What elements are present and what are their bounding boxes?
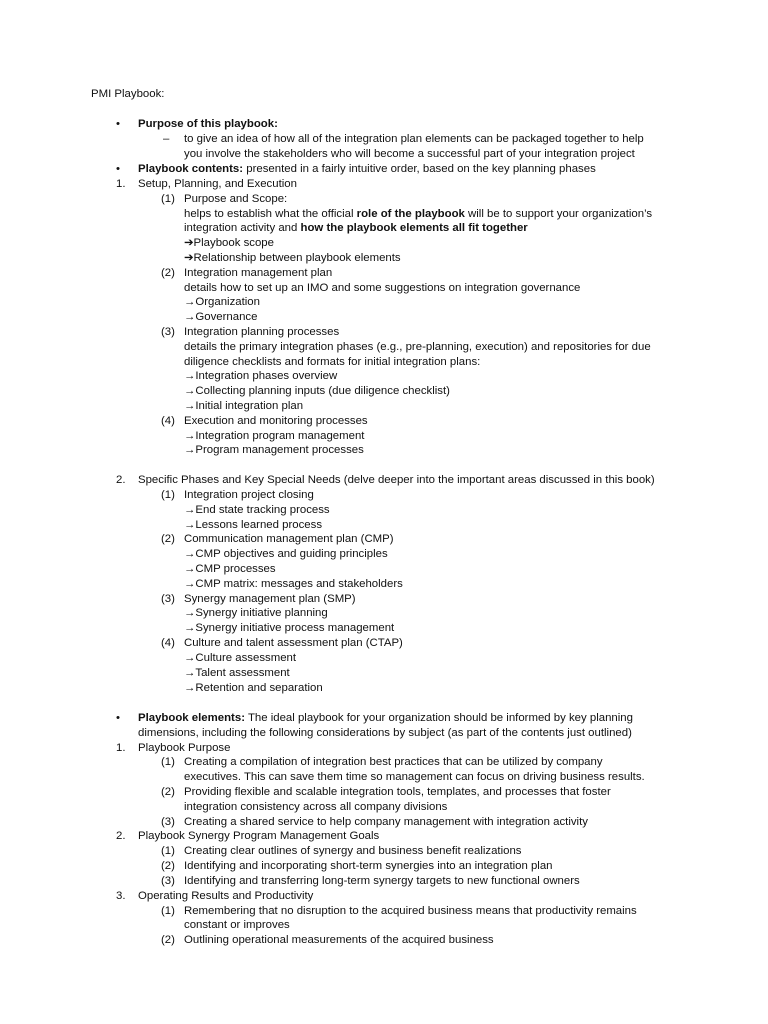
item-description <box>184 207 652 221</box>
item-title: Integration planning processes <box>184 326 340 338</box>
desc-text: integration activity and <box>184 222 301 234</box>
item-number: (3) <box>161 816 175 828</box>
item-title: Communication management plan (CMP) <box>184 533 394 545</box>
list-item-text: Identifying and incorporating short-term synergies into an integration plan <box>184 860 553 872</box>
item-title: Integration project closing <box>184 489 314 501</box>
list-item-text: Providing flexible and scalable integration tools, templates, and processes that foster <box>184 786 611 798</box>
list-number: 3. <box>116 890 126 902</box>
item-number: (3) <box>161 326 175 338</box>
item-number: (2) <box>161 267 175 279</box>
elements-text: The ideal playbook for your organization should be informed by key planning <box>244 712 633 724</box>
desc-bold: how the playbook elements all fit together <box>300 222 528 234</box>
bullet-marker: • <box>116 712 120 724</box>
arrow-item: →Retention and separation <box>184 682 323 694</box>
elements-label: Playbook elements: <box>138 712 245 724</box>
arrow-item: →Organization <box>184 296 260 308</box>
list-number: 2. <box>116 830 126 842</box>
contents-label: Playbook contents: <box>138 163 244 175</box>
arrow-item: ➔Relationship between playbook elements <box>184 252 401 264</box>
purpose-text-line: to give an idea of how all of the integration plan elements can be packaged together to help <box>184 133 644 145</box>
list-number: 1. <box>116 742 126 754</box>
list-item-text: integration consistency across all company divisions <box>184 801 448 813</box>
item-title: Integration management plan <box>184 267 333 279</box>
list-item-text: Outlining operational measurements of the acquired business <box>184 934 494 946</box>
list-item-text: Identifying and transferring long-term synergy targets to new functional owners <box>184 875 580 887</box>
bullet-marker: • <box>116 163 120 175</box>
item-number: (2) <box>161 934 175 946</box>
arrow-item: →CMP objectives and guiding principles <box>184 548 388 560</box>
item-number: (1) <box>161 193 175 205</box>
item-number: (2) <box>161 533 175 545</box>
list-item-text: constant or improves <box>184 919 290 931</box>
section-title: Setup, Planning, and Execution <box>138 178 297 190</box>
section-title: Specific Phases and Key Special Needs (delve deeper into the important areas discussed in this book) <box>138 474 655 486</box>
arrow-item: →End state tracking process <box>184 504 330 516</box>
list-title: Playbook Synergy Program Management Goals <box>138 830 380 842</box>
item-number: (2) <box>161 860 175 872</box>
item-number: (1) <box>161 905 175 917</box>
contents-line <box>138 162 596 176</box>
list-title: Operating Results and Productivity <box>138 890 314 902</box>
list-item-text: Creating clear outlines of synergy and business benefit realizations <box>184 845 522 857</box>
arrow-item: →Synergy initiative planning <box>184 607 328 619</box>
arrow-item: ➔Playbook scope <box>184 237 274 249</box>
item-number: (2) <box>161 786 175 798</box>
desc-text: will be to support your organization’s <box>464 208 653 220</box>
arrow-item: →Integration program management <box>184 430 365 442</box>
item-number: (4) <box>161 415 175 427</box>
item-number: (4) <box>161 637 175 649</box>
purpose-text-line: you involve the stakeholders who will become a successful part of your integration project <box>184 148 635 160</box>
item-description <box>184 221 528 235</box>
arrow-item: →Lessons learned process <box>184 519 323 531</box>
desc-text: helps to establish what the official <box>184 208 357 220</box>
item-description: diligence checklists and formats for initial integration plans: <box>184 356 481 368</box>
item-number: (1) <box>161 756 175 768</box>
section-number: 2. <box>116 474 126 486</box>
arrow-item: →Integration phases overview <box>184 370 338 382</box>
arrow-item: →Talent assessment <box>184 667 290 679</box>
list-item-text: Creating a shared service to help company management with integration activity <box>184 816 588 828</box>
arrow-item: →Synergy initiative process management <box>184 622 395 634</box>
arrow-item: →CMP matrix: messages and stakeholders <box>184 578 403 590</box>
elements-line <box>138 711 633 725</box>
item-description: details how to set up an IMO and some suggestions on integration governance <box>184 282 581 294</box>
list-title: Playbook Purpose <box>138 742 231 754</box>
item-number: (1) <box>161 489 175 501</box>
contents-text: presented in a fairly intuitive order, based on the key planning phases <box>243 163 596 175</box>
item-number: (3) <box>161 875 175 887</box>
dash-marker: – <box>163 133 170 145</box>
item-title: Synergy management plan (SMP) <box>184 593 356 605</box>
purpose-label: Purpose of this playbook: <box>138 118 278 130</box>
desc-bold: role of the playbook <box>356 208 465 220</box>
arrow-item: →Culture assessment <box>184 652 297 664</box>
arrow-item: →CMP processes <box>184 563 276 575</box>
section-number: 1. <box>116 178 126 190</box>
item-title: Purpose and Scope: <box>184 193 288 205</box>
list-item-text: Creating a compilation of integration best practices that can be utilized by company <box>184 756 603 768</box>
arrow-item: →Governance <box>184 311 258 323</box>
arrow-item: →Program management processes <box>184 444 364 456</box>
item-description: details the primary integration phases (e.g., pre-planning, execution) and repositories for due <box>184 341 651 353</box>
elements-text-line: dimensions, including the following considerations by subject (as part of the contents just outlined) <box>138 727 632 739</box>
list-item-text: Remembering that no disruption to the acquired business means that productivity remains <box>184 905 637 917</box>
document-title: PMI Playbook: <box>91 88 165 100</box>
bullet-marker: • <box>116 118 120 130</box>
item-number: (3) <box>161 593 175 605</box>
item-title: Culture and talent assessment plan (CTAP) <box>184 637 403 649</box>
list-item-text: executives. This can save them time so management can focus on driving business results. <box>184 771 645 783</box>
item-title: Execution and monitoring processes <box>184 415 368 427</box>
arrow-item: →Initial integration plan <box>184 400 304 412</box>
item-number: (1) <box>161 845 175 857</box>
arrow-item: →Collecting planning inputs (due diligence checklist) <box>184 385 450 397</box>
